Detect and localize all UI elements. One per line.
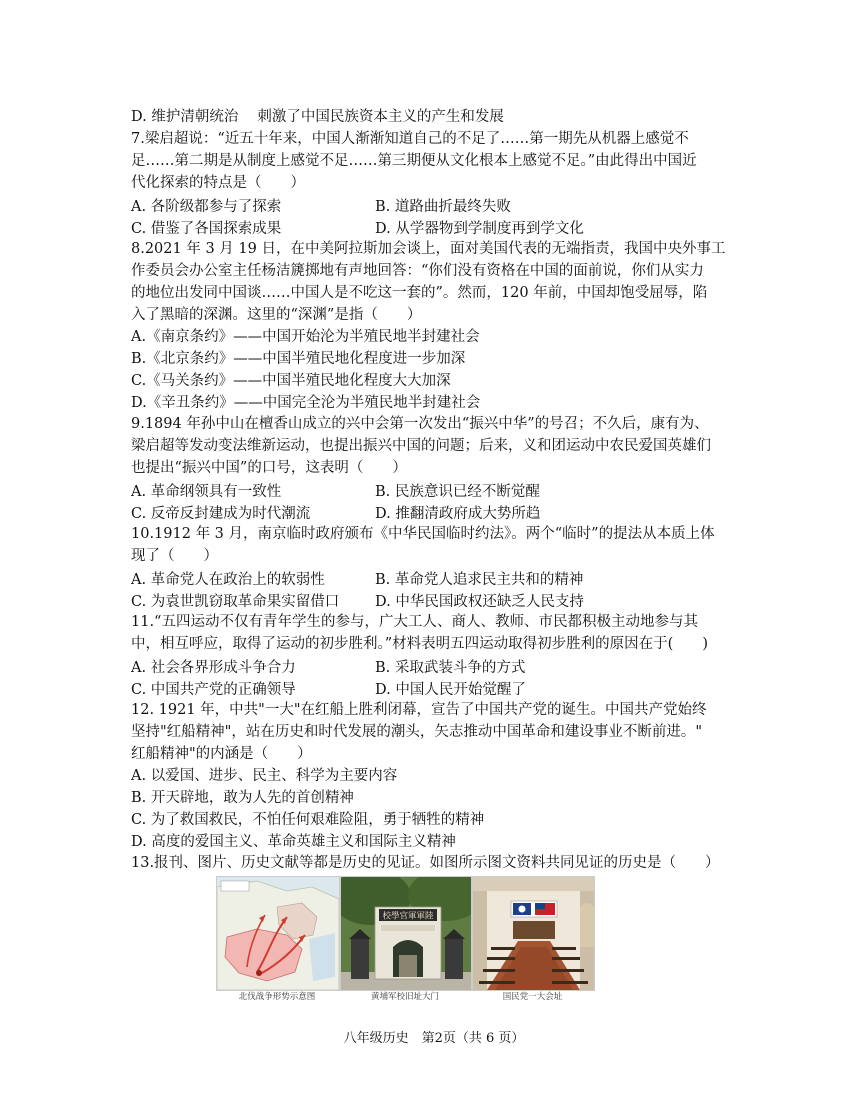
q8-stem-line1: 8.2021 年 3 月 19 日，在中美阿拉斯加会谈上，面对美国代表的无端指责，我国中央外事工 <box>131 241 726 257</box>
q11-option-a: A. 社会各界形成斗争合力 <box>131 660 296 676</box>
q11-option-c: C. 中国共产党的正确领导 <box>131 682 296 698</box>
q6-option-d: D. 维护清朝统治 刺激了中国民族资本主义的产生和发展 <box>131 109 504 125</box>
gate-sign-text: 校學官軍軍陸 <box>382 911 434 922</box>
q7-option-a: A. 各阶级都参与了探索 <box>131 199 282 215</box>
q7-stem-line2: 足……第二期是从制度上感觉不足……第三期便从文化根本上感觉不足。”由此得出中国近 <box>131 153 697 169</box>
page-footer: 八年级历史 第2页（共 6 页） <box>343 1031 525 1046</box>
q8-stem-line2: 作委员会办公室主任杨洁篪掷地有声地回答：“你们没有资格在中国的面前说，你们从实力 <box>131 263 704 279</box>
caption-gate: 黄埔军校旧址大门 <box>370 992 439 1002</box>
q9-stem-line2: 梁启超等发动变法维新运动，也提出振兴中国的问题；后来，义和团运动中农民爱国英雄们 <box>131 438 711 454</box>
q11-option-d: D. 中国人民开始觉醒了 <box>375 682 526 698</box>
q7-option-d: D. 从学器物到学制度再到学文化 <box>375 221 584 237</box>
gate-illustration <box>341 877 471 990</box>
q10-option-c: C. 为袁世凯窃取革命果实留借口 <box>131 594 340 610</box>
q12-stem-line2: 坚持"红船精神"，站在历史和时代发展的潮头，矢志推动中国革命和建设事业不断前进。" <box>131 724 703 740</box>
q9-option-b: B. 民族意识已经不断觉醒 <box>375 484 540 500</box>
q12-stem-line1: 12. 1921 年，中共"一大"在红船上胜利闭幕，宣告了中国共产党的诞生。中国共产党始终 <box>131 702 707 718</box>
q11-option-b: B. 采取武装斗争的方式 <box>375 660 526 676</box>
q10-option-b: B. 革命党人追求民主共和的精神 <box>375 572 584 588</box>
q12-option-b: B. 开天辟地，敢为人先的首创精神 <box>131 790 354 806</box>
whampoa-academy-gate-image <box>340 876 472 991</box>
q7-option-b: B. 道路曲折最终失败 <box>375 199 511 215</box>
caption-hall: 国民党一大会址 <box>502 992 563 1002</box>
q12-option-c: C. 为了救国救民，不怕任何艰难险阻，勇于牺牲的精神 <box>131 812 485 828</box>
q9-option-d: D. 推翻清政府成大势所趋 <box>375 506 541 522</box>
q7-stem-line1: 7.梁启超说：“近五十年来，中国人渐渐知道自己的不足了……第一期先从机器上感觉不 <box>131 131 689 147</box>
q11-stem-line2: 中，相互呼应，取得了运动的初步胜利。”材料表明五四运动取得初步胜利的原因在于( ) <box>131 636 708 652</box>
q10-stem-line2: 现了（ ） <box>131 548 218 564</box>
q10-stem-line1: 10.1912 年 3 月，南京临时政府颁布《中华民国临时约法》。两个“临时”的提法从本质上体 <box>131 526 715 542</box>
q10-option-a: A. 革命党人在政治上的软弱性 <box>131 572 325 588</box>
q11-stem-line1: 11.“五四运动不仅有青年学生的参与，广大工人、商人、教师、市民都积极主动地参与其 <box>131 614 698 630</box>
q8-stem-line4: 入了黑暗的深渊。这里的“深渊”是指（ ） <box>131 307 422 323</box>
q7-option-c: C. 借鉴了各国探索成果 <box>131 221 282 237</box>
q8-option-b: B.《北京条约》——中国半殖民地化程度进一步加深 <box>131 351 466 367</box>
q13-stem-line1: 13.报刊、图片、历史文献等都是历史的见证。如图所示图文资料共同见证的历史是（ ） <box>131 855 720 871</box>
q9-option-c: C. 反帝反封建成为时代潮流 <box>131 506 311 522</box>
q12-stem-line3: 红船精神"的内涵是（ ） <box>131 746 312 762</box>
q9-option-a: A. 革命纲领具有一致性 <box>131 484 282 500</box>
q9-stem-line3: 也提出“振兴中国”的口号，这表明（ ） <box>131 460 407 476</box>
q12-option-d: D. 高度的爱国主义、革命英雄主义和国际主义精神 <box>131 834 456 850</box>
map-illustration <box>217 877 339 990</box>
q12-option-a: A. 以爱国、进步、民主、科学为主要内容 <box>131 768 398 784</box>
q8-stem-line3: 的地位出发同中国谈……中国人是不吃这一套的”。然而，120 年前，中国却饱受屈辱，陷 <box>131 285 708 301</box>
q8-option-a: A.《南京条约》——中国开始沦为半殖民地半封建社会 <box>131 329 480 345</box>
q8-option-c: C.《马关条约》——中国半殖民地化程度大大加深 <box>131 373 451 389</box>
hall-illustration <box>473 877 594 990</box>
northern-expedition-map-image <box>216 876 340 991</box>
q10-option-d: D. 中华民国政权还缺乏人民支持 <box>375 594 584 610</box>
kmt-congress-hall-image <box>472 876 595 991</box>
q9-stem-line1: 9.1894 年孙中山在檀香山成立的兴中会第一次发出“振兴中华”的号召；不久后，康有为、 <box>131 416 709 432</box>
caption-map: 北伐战争形势示意图 <box>238 992 316 1002</box>
q13-figure <box>216 876 594 1004</box>
q8-option-d: D.《辛丑条约》——中国完全沦为半殖民地半封建社会 <box>131 395 481 411</box>
q7-stem-line3: 代化探索的特点是（ ） <box>131 175 305 191</box>
